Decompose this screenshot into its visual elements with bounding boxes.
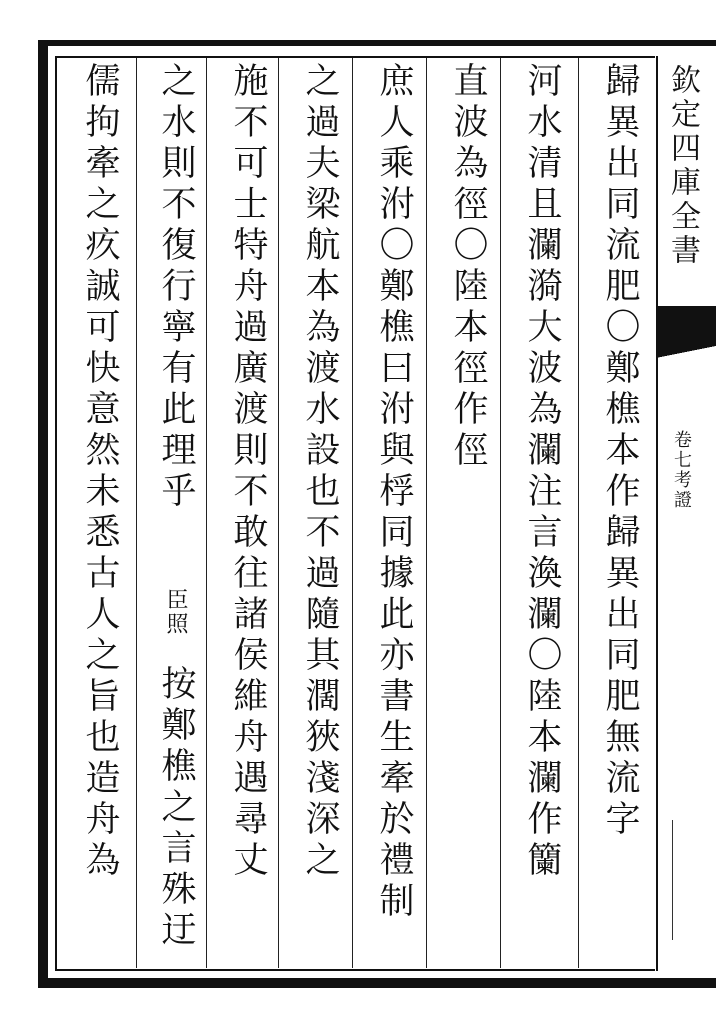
column-rule — [578, 58, 579, 968]
column-rule — [278, 58, 279, 968]
column-rule — [500, 58, 501, 968]
text-column: 庶人乘泭〇鄭樵曰泭與桴同據此亦書生牽於禮制 — [374, 62, 414, 923]
text-column: 之過夫梁航本為渡水設也不過隨其濶狹淺深之 — [300, 62, 340, 882]
text-column: 按鄭樵之言殊迂 — [156, 665, 196, 952]
column-rule — [352, 58, 353, 968]
text-column: 歸異出同流肥〇鄭樵本作歸異出同肥無流字 — [600, 62, 640, 841]
text-column: 直波為徑〇陸本徑作俓 — [448, 62, 488, 472]
margin-chapter: 卷七考證 — [671, 430, 692, 510]
column-rule — [206, 58, 207, 968]
text-column: 河水清且瀾漪大波為瀾注言渙瀾〇陸本瀾作籣 — [522, 62, 562, 882]
margin-title: 欽定四庫全書 — [665, 64, 700, 268]
text-column: 之水則不復行寧有此理乎 — [156, 62, 196, 513]
column-rule — [426, 58, 427, 968]
text-column: 施不可士特舟過廣渡則不敢往諸侯維舟遇尋丈 — [228, 62, 268, 882]
text-annotation: 臣照 — [163, 588, 188, 636]
text-column: 儒拘牽之疚誠可快意然未悉古人之旨也造舟為 — [80, 62, 120, 882]
fishtail-mark — [656, 306, 716, 346]
margin-line — [672, 820, 673, 940]
column-rule — [136, 58, 137, 968]
